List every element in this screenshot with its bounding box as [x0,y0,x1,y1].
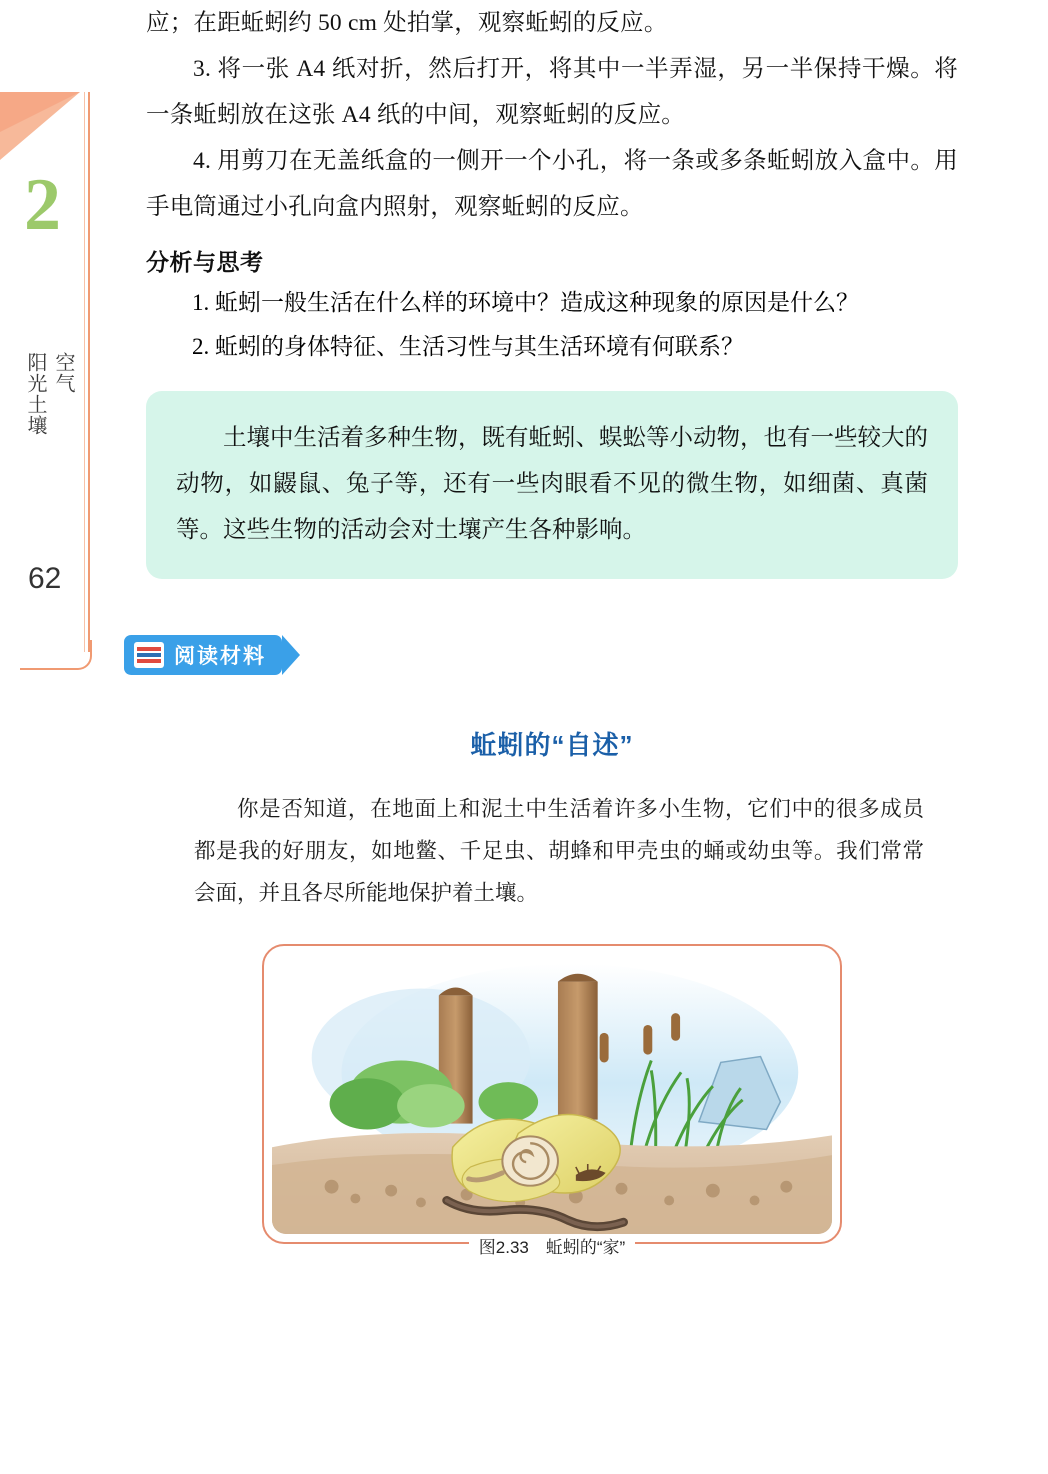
earthworm-habitat-illustration [272,954,832,1234]
reading-material-tag-label: 阅读材料 [174,645,266,668]
figure-illustration [272,954,832,1234]
book-icon [134,642,164,668]
chapter-number: 2 [24,164,61,246]
highlight-callout-box [146,391,958,579]
rail-divider [88,92,90,652]
question-list [146,281,958,369]
rail-vertical-labels [26,352,86,436]
rail-corner-decoration-inner [0,92,80,132]
paragraph-step-4: 4. 用剪刀在无盖纸盒的一侧开一个小孔，将一条或多条蚯蚓放入盒中。用手电筒通过小孔向盒内照射，观察蚯蚓的反应。 [146,148,958,220]
page-content [146,0,958,1257]
reading-material-tag-wrap [124,635,958,677]
paragraph-continuation: 应；在距蚯蚓约 50 cm 处拍掌，观察蚯蚓的反应。 [146,10,668,36]
rail-bottom-notch [20,640,92,670]
reading-article-body [146,788,958,914]
figure-caption [264,1233,840,1258]
rail-label-soil: 土壤 [24,394,46,436]
reading-article-paragraph: 你是否知道，在地面上和泥土中生活着许多小生物，它们中的很多成员都是我的好朋友，如地鳖、千足虫、胡蜂和甲壳虫的蛹或幼虫等。我们常常会面，并且各尽所能地保护着土壤。 [194,797,924,905]
page-left-rail [0,0,96,1474]
reading-article-title: 蚯蚓的“自述” [470,730,634,760]
page-number: 62 [28,562,62,595]
question-item-2: 2. 蚯蚓的身体特征、生活习性与其生活环境有何联系？ [192,334,744,359]
figure-caption-text: 图2.33 蚯蚓的“家” [469,1238,635,1257]
reading-material-tag [124,635,282,675]
figure-frame [262,944,842,1257]
question-item-1: 1. 蚯蚓一般生活在什么样的环境中？造成这种现象的原因是什么？ [192,290,859,315]
rail-label-sunlight: 阳光 [24,352,46,394]
paragraph-step-3: 3. 将一张 A4 纸对折，然后打开，将其中一半弄湿，另一半保持干燥。将一条蚯蚓放在这张 A4 纸的中间，观察蚯蚓的反应。 [146,56,958,128]
rail-label-air: 空气 [52,352,74,394]
section-heading-analysis: 分析与思考 [146,249,264,275]
highlight-callout-text: 土壤中生活着多种生物，既有蚯蚓、蜈蚣等小动物，也有一些较大的动物，如鼹鼠、兔子等，还有一些肉眼看不见的微生物，如细菌、真菌等。这些生物的活动会对土壤产生各种影响。 [176,425,928,543]
